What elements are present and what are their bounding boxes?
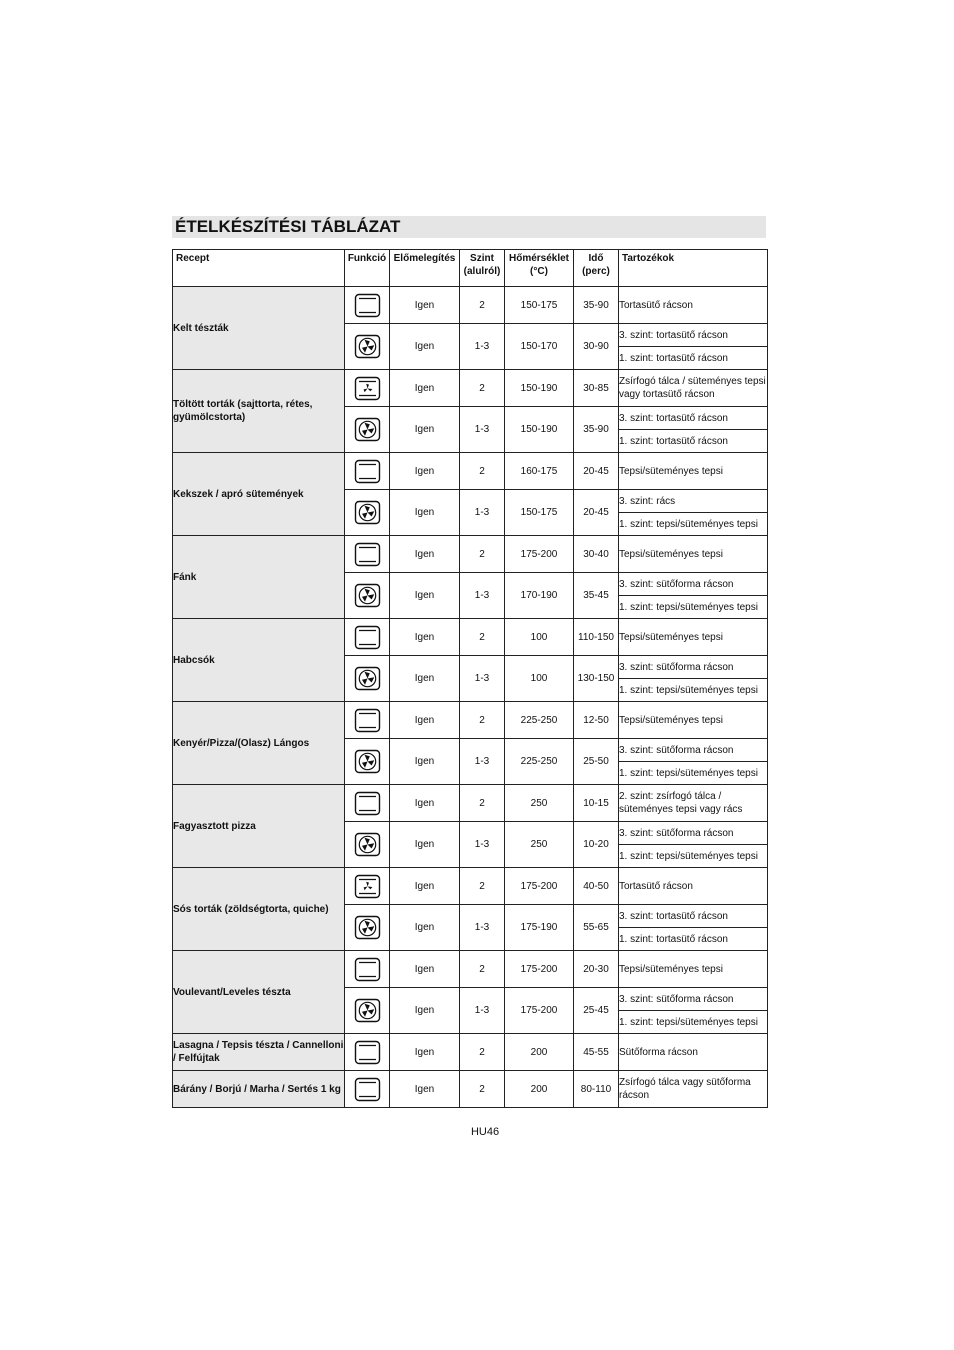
recipe-name: Töltött torták (sajttorta, rétes, gyümölcstorta) [173,370,345,453]
function-cell [345,951,390,988]
static-oven-icon [354,791,381,816]
static-oven-icon [354,625,381,650]
header-temperature: Hőmérséklet (°C) [505,250,574,287]
temperature-cell: 175-200 [505,536,574,573]
time-cell: 35-90 [574,287,619,324]
temperature-cell: 200 [505,1071,574,1108]
temperature-cell: 170-190 [505,573,574,619]
temperature-cell: 175-200 [505,951,574,988]
function-cell [345,1071,390,1108]
accessories-cell: Zsírfogó tálca vagy sütőforma rácson [619,1071,768,1108]
convection-bake-icon [354,874,381,899]
convection-bake-icon [354,376,381,401]
fan-oven-icon [354,583,381,608]
accessories-cell: 1. szint: tepsi/süteményes tepsi [619,596,768,619]
preheat-cell: Igen [390,785,460,822]
function-cell [345,407,390,453]
fan-oven-icon [354,666,381,691]
level-cell: 1-3 [460,988,505,1034]
accessories-cell: 1. szint: tepsi/süteményes tepsi [619,679,768,702]
function-cell [345,905,390,951]
time-cell: 25-50 [574,739,619,785]
time-cell: 35-45 [574,573,619,619]
accessories-cell: 3. szint: rács [619,490,768,513]
cooking-table [172,249,768,1108]
recipe-name: Lasagna / Tepsis tészta / Cannelloni / Felfújtak [173,1034,345,1071]
header-function: Funkció [345,250,390,287]
temperature-cell: 250 [505,822,574,868]
time-cell: 130-150 [574,656,619,702]
preheat-cell: Igen [390,905,460,951]
table-row [173,1071,768,1108]
function-cell [345,536,390,573]
temperature-cell: 175-200 [505,988,574,1034]
preheat-cell: Igen [390,407,460,453]
temperature-cell: 250 [505,785,574,822]
static-oven-icon [354,957,381,982]
accessories-cell: Tepsi/süteményes tepsi [619,702,768,739]
accessories-cell: 3. szint: sütőforma rácson [619,656,768,679]
accessories-cell: Zsírfogó tálca / süteményes tepsi vagy tortasütő rácson [619,370,768,407]
time-cell: 110-150 [574,619,619,656]
accessories-cell: 3. szint: sütőforma rácson [619,822,768,845]
preheat-cell: Igen [390,951,460,988]
accessories-cell: 3. szint: tortasütő rácson [619,407,768,430]
table-header-row [173,250,768,287]
level-cell: 2 [460,951,505,988]
level-cell: 2 [460,453,505,490]
table-row [173,951,768,988]
preheat-cell: Igen [390,739,460,785]
table-row [173,1034,768,1071]
level-cell: 2 [460,702,505,739]
accessories-cell: 3. szint: tortasütő rácson [619,324,768,347]
static-oven-icon [354,459,381,484]
accessories-cell: Tepsi/süteményes tepsi [619,951,768,988]
function-cell [345,287,390,324]
temperature-cell: 150-190 [505,407,574,453]
temperature-cell: 150-175 [505,490,574,536]
accessories-cell: Tortasütő rácson [619,868,768,905]
fan-oven-icon [354,832,381,857]
accessories-cell: 2. szint: zsírfogó tálca / süteményes tepsi vagy rács [619,785,768,822]
static-oven-icon [354,293,381,318]
time-cell: 20-30 [574,951,619,988]
level-cell: 1-3 [460,490,505,536]
temperature-cell: 150-175 [505,287,574,324]
level-cell: 2 [460,287,505,324]
time-cell: 30-90 [574,324,619,370]
table-row [173,536,768,573]
preheat-cell: Igen [390,453,460,490]
level-cell: 1-3 [460,822,505,868]
preheat-cell: Igen [390,988,460,1034]
accessories-cell: 1. szint: tepsi/süteményes tepsi [619,513,768,536]
accessories-cell: 1. szint: tepsi/süteményes tepsi [619,762,768,785]
recipe-name: Habcsók [173,619,345,702]
preheat-cell: Igen [390,536,460,573]
preheat-cell: Igen [390,1034,460,1071]
time-cell: 30-40 [574,536,619,573]
recipe-name: Sós torták (zöldségtorta, quiche) [173,868,345,951]
preheat-cell: Igen [390,619,460,656]
section-title-bar [172,216,766,238]
function-cell [345,739,390,785]
time-cell: 35-90 [574,407,619,453]
preheat-cell: Igen [390,573,460,619]
static-oven-icon [354,542,381,567]
temperature-cell: 200 [505,1034,574,1071]
table-row [173,453,768,490]
fan-oven-icon [354,749,381,774]
function-cell [345,868,390,905]
temperature-cell: 175-190 [505,905,574,951]
header-time: Idő (perc) [574,250,619,287]
header-accessories: Tartozékok [619,250,768,287]
time-cell: 55-65 [574,905,619,951]
accessories-cell: 3. szint: sütőforma rácson [619,573,768,596]
preheat-cell: Igen [390,490,460,536]
level-cell: 2 [460,370,505,407]
temperature-cell: 100 [505,619,574,656]
level-cell: 2 [460,619,505,656]
level-cell: 2 [460,1071,505,1108]
accessories-cell: 3. szint: tortasütő rácson [619,905,768,928]
preheat-cell: Igen [390,702,460,739]
accessories-cell: 1. szint: tepsi/süteményes tepsi [619,845,768,868]
level-cell: 2 [460,868,505,905]
table-row [173,287,768,324]
preheat-cell: Igen [390,822,460,868]
recipe-name: Fánk [173,536,345,619]
time-cell: 30-85 [574,370,619,407]
preheat-cell: Igen [390,656,460,702]
accessories-cell: 3. szint: sütőforma rácson [619,739,768,762]
header-recipe: Recept [173,250,345,287]
table-row [173,370,768,407]
level-cell: 2 [460,785,505,822]
accessories-cell: Tepsi/süteményes tepsi [619,536,768,573]
function-cell [345,988,390,1034]
fan-oven-icon [354,500,381,525]
accessories-cell: Sütőforma rácson [619,1034,768,1071]
level-cell: 1-3 [460,324,505,370]
preheat-cell: Igen [390,287,460,324]
function-cell [345,573,390,619]
page-title: ÉTELKÉSZÍTÉSI TÁBLÁZAT [175,217,401,236]
table-row [173,702,768,739]
accessories-cell: Tepsi/süteményes tepsi [619,453,768,490]
time-cell: 40-50 [574,868,619,905]
level-cell: 1-3 [460,656,505,702]
preheat-cell: Igen [390,1071,460,1108]
function-cell [345,619,390,656]
fan-oven-icon [354,334,381,359]
temperature-cell: 150-170 [505,324,574,370]
temperature-cell: 100 [505,656,574,702]
level-cell: 1-3 [460,407,505,453]
time-cell: 20-45 [574,453,619,490]
recipe-name: Kenyér/Pizza/(Olasz) Lángos [173,702,345,785]
time-cell: 20-45 [574,490,619,536]
table-row [173,868,768,905]
temperature-cell: 175-200 [505,868,574,905]
static-oven-icon [354,1040,381,1065]
function-cell [345,453,390,490]
time-cell: 45-55 [574,1034,619,1071]
time-cell: 80-110 [574,1071,619,1108]
table-row [173,785,768,822]
preheat-cell: Igen [390,324,460,370]
temperature-cell: 160-175 [505,453,574,490]
accessories-cell: 1. szint: tortasütő rácson [619,430,768,453]
accessories-cell: 1. szint: tortasütő rácson [619,928,768,951]
accessories-cell: 1. szint: tortasütő rácson [619,347,768,370]
function-cell [345,785,390,822]
page-number: HU46 [470,1126,500,1138]
time-cell: 10-15 [574,785,619,822]
accessories-cell: Tepsi/süteményes tepsi [619,619,768,656]
table-row [173,619,768,656]
function-cell [345,656,390,702]
function-cell [345,324,390,370]
level-cell: 1-3 [460,573,505,619]
recipe-name: Bárány / Borjú / Marha / Sertés 1 kg [173,1071,345,1108]
temperature-cell: 225-250 [505,702,574,739]
time-cell: 10-20 [574,822,619,868]
level-cell: 1-3 [460,905,505,951]
recipe-name: Kekszek / apró sütemények [173,453,345,536]
accessories-cell: Tortasütő rácson [619,287,768,324]
static-oven-icon [354,1077,381,1102]
level-cell: 2 [460,1034,505,1071]
header-level: Szint (alulról) [460,250,505,287]
recipe-name: Fagyasztott pizza [173,785,345,868]
time-cell: 25-45 [574,988,619,1034]
preheat-cell: Igen [390,370,460,407]
level-cell: 2 [460,536,505,573]
header-preheat: Előmelegítés [390,250,460,287]
fan-oven-icon [354,417,381,442]
function-cell [345,1034,390,1071]
fan-oven-icon [354,998,381,1023]
static-oven-icon [354,708,381,733]
function-cell [345,490,390,536]
preheat-cell: Igen [390,868,460,905]
temperature-cell: 150-190 [505,370,574,407]
function-cell [345,822,390,868]
accessories-cell: 3. szint: sütőforma rácson [619,988,768,1011]
function-cell [345,370,390,407]
recipe-name: Voulevant/Leveles tészta [173,951,345,1034]
accessories-cell: 1. szint: tepsi/süteményes tepsi [619,1011,768,1034]
function-cell [345,702,390,739]
time-cell: 12-50 [574,702,619,739]
fan-oven-icon [354,915,381,940]
recipe-name: Kelt tészták [173,287,345,370]
level-cell: 1-3 [460,739,505,785]
temperature-cell: 225-250 [505,739,574,785]
